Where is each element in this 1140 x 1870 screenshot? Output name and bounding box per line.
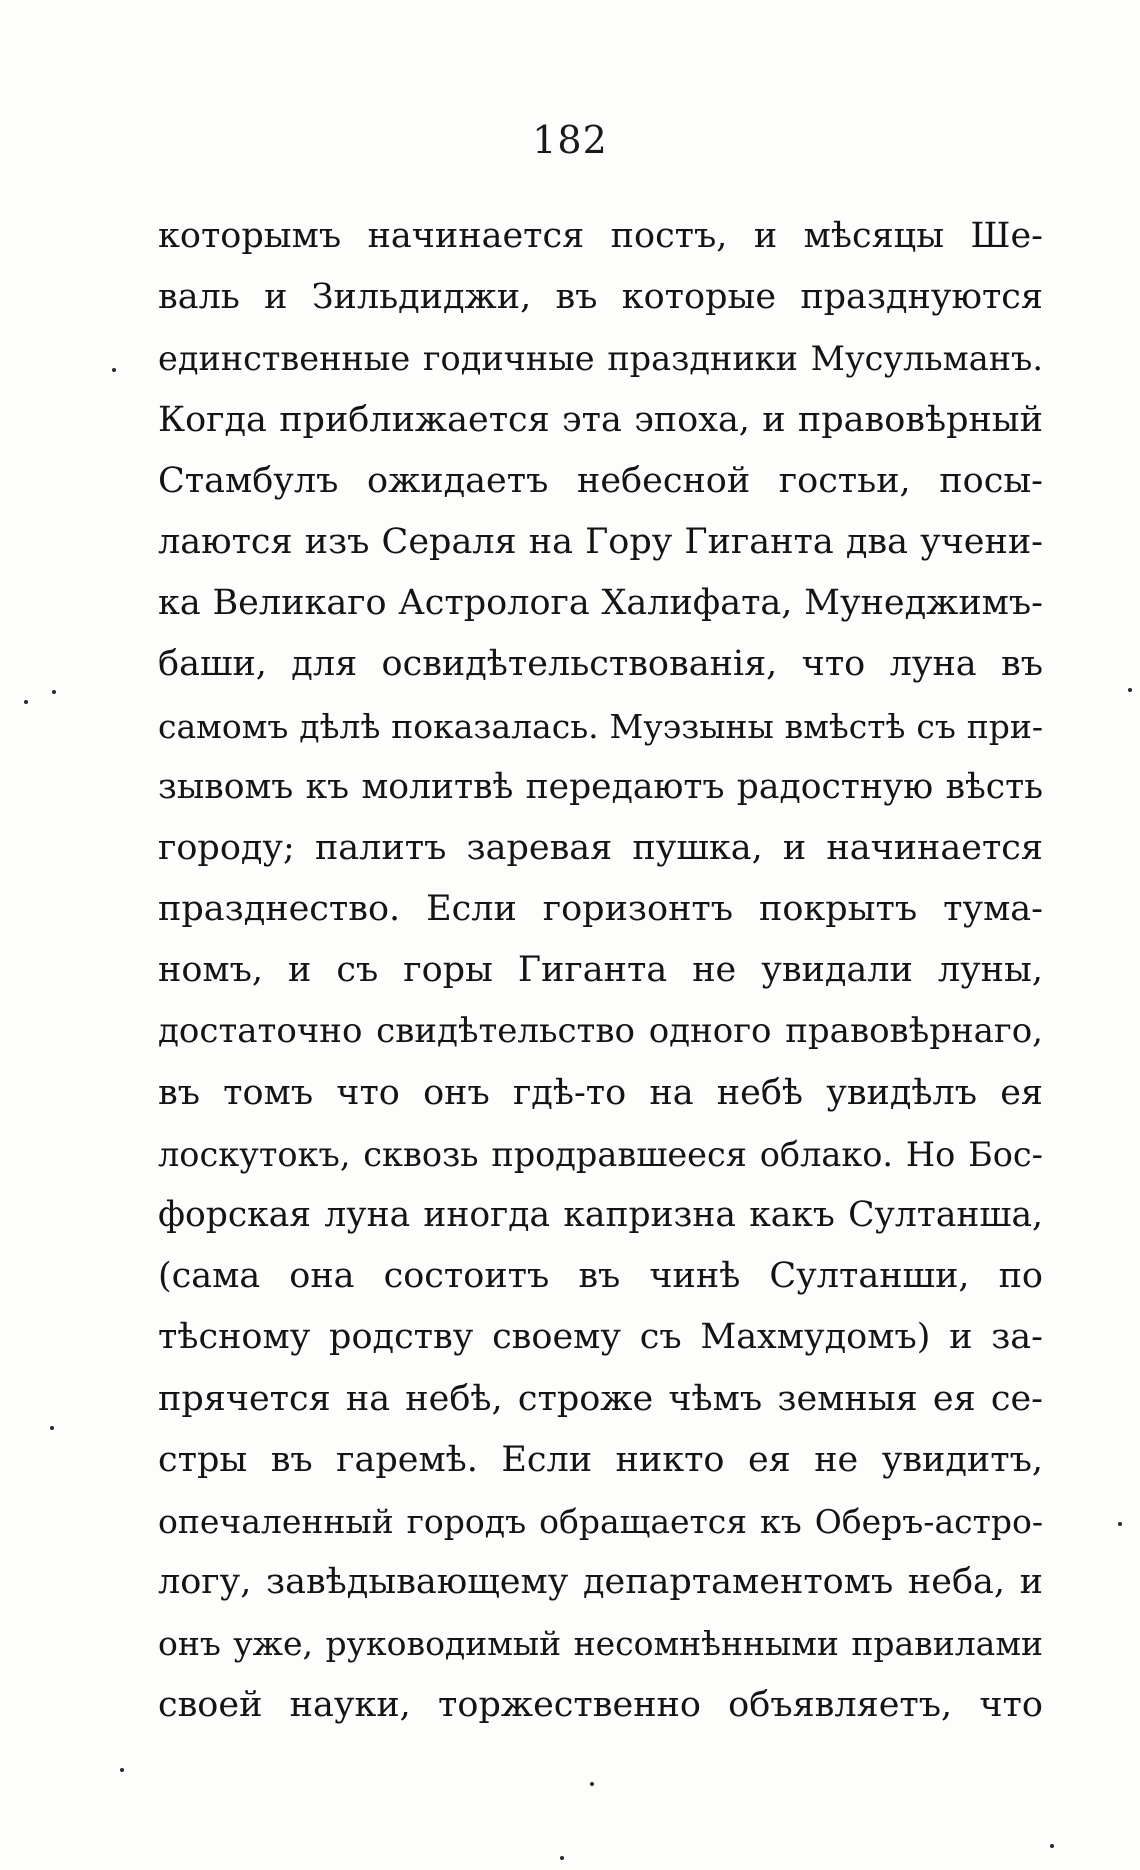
text-line: стры въ гаремѣ. Если никто ея не увидитъ, xyxy=(158,1439,1043,1480)
text-line: достаточно свидѣтельство одного правовѣрнаго, xyxy=(158,1011,1043,1052)
text-line: ка Великаго Астролога Халифата, Мунеджимъ- xyxy=(158,583,1043,624)
text-line: городу; палитъ заревая пушка, и начинается xyxy=(158,827,1043,868)
text-line: своей науки, торжественно объявляетъ, что xyxy=(158,1684,1043,1725)
page-number: 182 xyxy=(532,118,608,162)
print-speck xyxy=(50,1426,54,1430)
text-line: баши, для освидѣтельствованія, что луна въ xyxy=(158,644,1043,685)
print-speck xyxy=(560,1856,564,1860)
text-line: логу, завѣдывающему департаментомъ неба, и xyxy=(158,1562,1043,1603)
text-line: форская луна иногда капризна какъ Султанша, xyxy=(158,1195,1043,1235)
text-line: онъ уже, руководимый несомнѣнными правилами xyxy=(158,1624,1043,1664)
print-speck xyxy=(112,368,116,372)
text-line: которымъ начинается постъ, и мѣсяцы Ше- xyxy=(158,216,1043,256)
print-speck xyxy=(1050,1844,1054,1848)
print-speck xyxy=(52,690,56,694)
print-speck xyxy=(24,700,28,704)
text-line: опечаленный городъ обращается къ Оберъ-астро- xyxy=(158,1501,1043,1541)
text-line: лоскутокъ, сквозь продравшееся облако. Но Бос- xyxy=(158,1134,1043,1174)
text-line: въ томъ что онъ гдѣ-то на небѣ увидѣлъ ея xyxy=(158,1072,1043,1113)
text-line: самомъ дѣлѣ показалась. Муэзыны вмѣстѣ съ при- xyxy=(158,706,1043,746)
text-line: тѣсному родству своему съ Махмудомъ) и за- xyxy=(158,1317,1043,1358)
text-line: (сама она состоитъ въ чинѣ Султанши, по xyxy=(158,1256,1043,1297)
print-speck xyxy=(590,1782,594,1786)
text-line: прячется на небѣ, строже чѣмъ земныя ея се- xyxy=(158,1378,1043,1419)
text-line: Стамбулъ ожидаетъ небесной гостьи, посы- xyxy=(158,460,1043,501)
text-line: зывомъ къ молитвѣ передаютъ радостную вѣсть xyxy=(158,766,1043,807)
text-line: лаются изъ Сераля на Гору Гиганта два учени- xyxy=(158,521,1043,562)
print-speck xyxy=(1118,1522,1122,1526)
text-line: Когда приближается эта эпоха, и правовѣрный xyxy=(158,399,1043,440)
text-line: единственные годичные праздники Мусульманъ. xyxy=(158,339,1043,379)
print-speck xyxy=(1128,688,1132,692)
text-line: номъ, и съ горы Гиганта не увидали луны, xyxy=(158,950,1043,991)
print-speck xyxy=(120,1768,124,1772)
page-text xyxy=(158,206,1043,1736)
text-line: празднество. Если горизонтъ покрытъ тума- xyxy=(158,889,1043,930)
text-line: валь и Зильдиджи, въ которые празднуются xyxy=(158,277,1043,318)
